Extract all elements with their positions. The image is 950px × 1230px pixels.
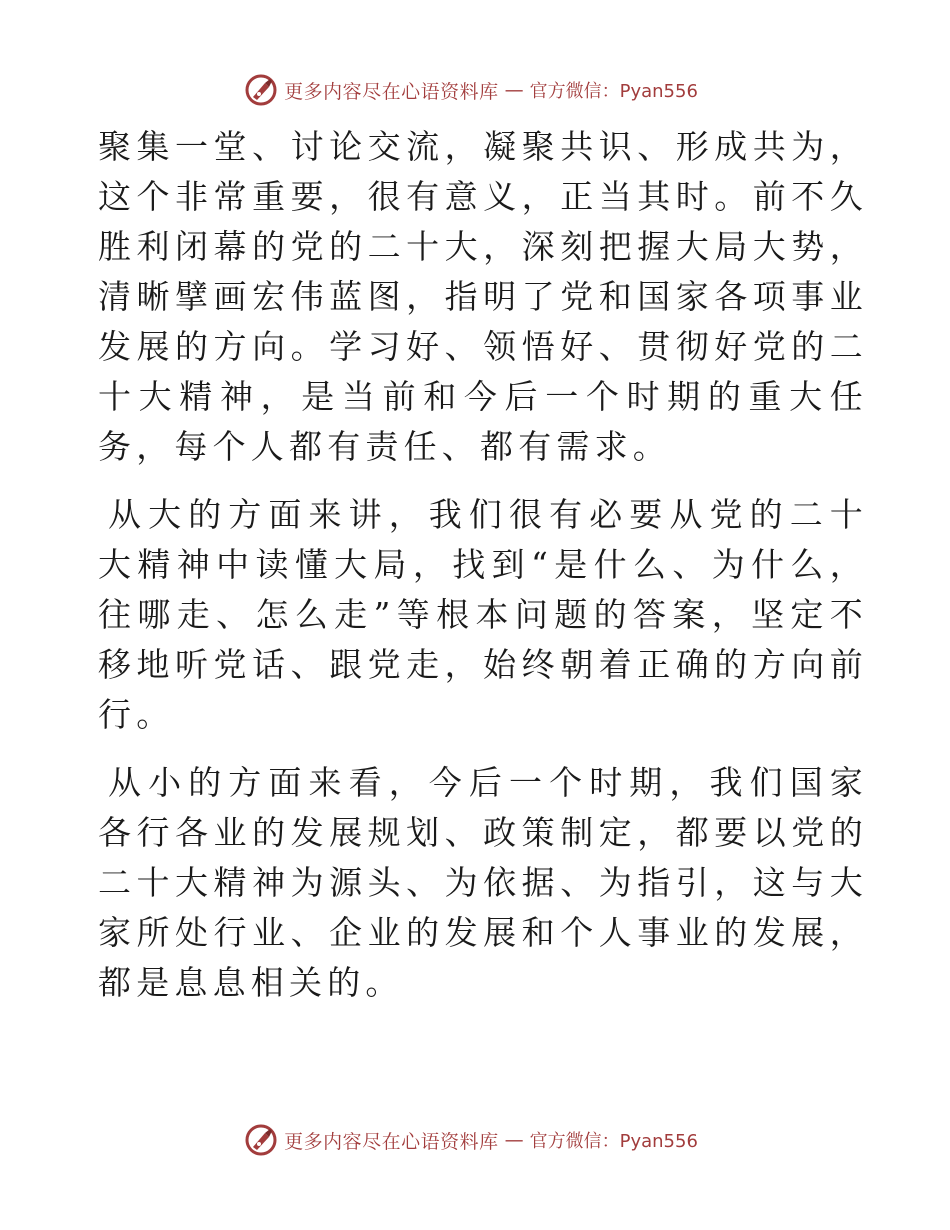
paragraph-1: 聚集一堂、讨论交流，凝聚共识、形成共为，这个非常重要，很有意义，正当其时。前不久胜利闭幕的党的二十大，深刻把握大局大势，清晰擘画宏伟蓝图，指明了党和国家各项事业发展的方向。学习好、领悟好、贯彻好党的二十大精神，是当前和今后一个时期的重大任务，每个人都有责任、都有需求。 (98, 127, 868, 466)
footer-banner-inner (244, 1123, 698, 1157)
footer-banner (0, 1120, 950, 1160)
footer-separator: — (504, 1129, 524, 1151)
header-separator: — (504, 79, 524, 101)
document-body (98, 122, 868, 1026)
pen-nib-logo-icon (244, 1123, 278, 1157)
footer-wechat-text: 官方微信：Pyan556 (529, 1131, 698, 1152)
header-wechat-text: 官方微信：Pyan556 (529, 81, 698, 102)
header-promo-text: 更多内容尽在心语资料库 (284, 80, 499, 103)
paragraph-3: 从小的方面来看，今后一个时期，我们国家各行各业的发展规划、政策制定，都要以党的二十大精神为源头、为依据、为指引，这与大家所处行业、企业的发展和个人事业的发展，都是息息相关的。 (98, 763, 868, 1002)
footer-promo-text: 更多内容尽在心语资料库 (284, 1130, 499, 1153)
header-banner (0, 70, 950, 110)
header-banner-inner (244, 73, 698, 107)
paragraph-2: 从大的方面来讲，我们很有必要从党的二十大精神中读懂大局，找到“是什么、为什么，往哪走、怎么走”等根本问题的答案，坚定不移地听党话、跟党走，始终朝着正确的方向前行。 (98, 495, 868, 734)
pen-nib-logo-icon (244, 73, 278, 107)
